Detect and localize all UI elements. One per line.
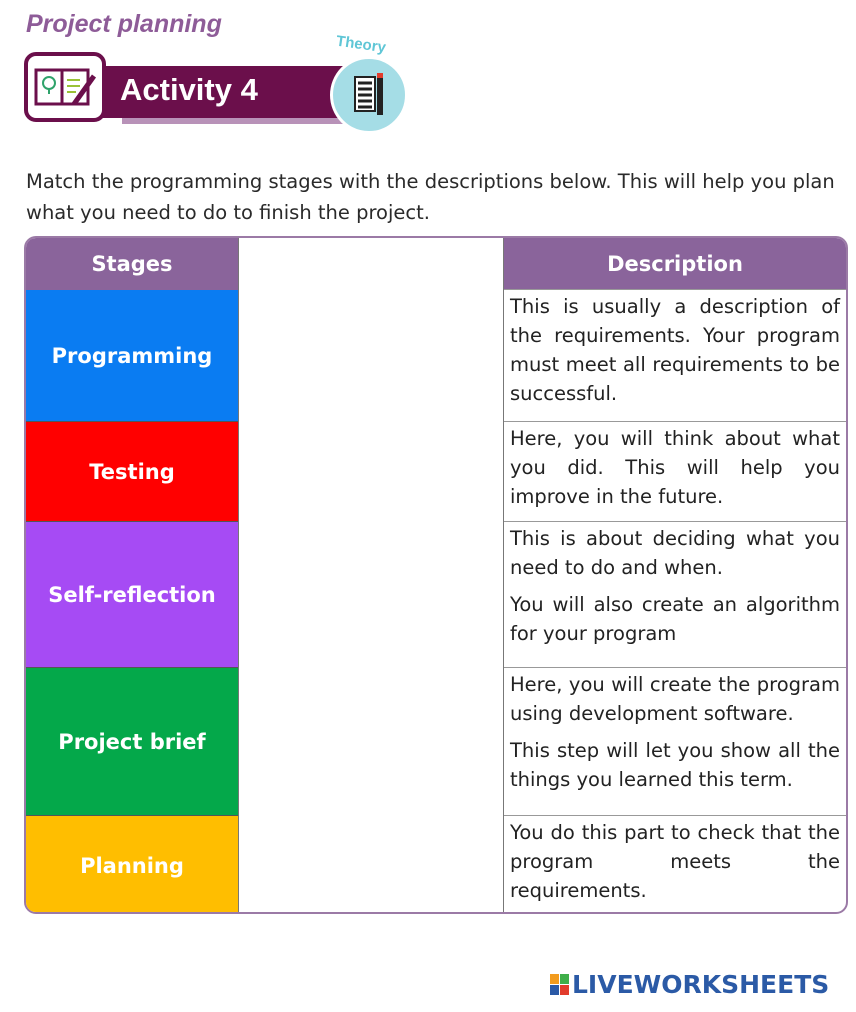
description-3[interactable] [504, 522, 846, 668]
description-2-text: Here, you will think about what you did. This will help you improve in the future. [510, 427, 840, 508]
description-4-text: Here, you will create the program using development software. [510, 673, 840, 725]
description-3-text: This is about deciding what you need to do and when. [510, 527, 840, 579]
description-4-text-2: This step will let you show all the things you learned this term. [510, 739, 840, 791]
description-1[interactable] [504, 290, 846, 422]
activity-banner [24, 32, 414, 130]
description-3-text-2: You will also create an algorithm for your program [510, 593, 840, 645]
section-title: Project planning [26, 10, 222, 38]
theory-label: Theory [335, 32, 387, 57]
description-5-text: You do this part to check that the program meets the requirements. [510, 821, 840, 902]
stage-testing[interactable]: Testing [26, 422, 238, 522]
stage-project-brief[interactable]: Project brief [26, 668, 238, 816]
activity-label: Activity 4 [120, 72, 258, 107]
matching-table [24, 236, 848, 914]
theory-badge-icon [330, 56, 408, 134]
stage-self-reflection[interactable]: Self-reflection [26, 522, 238, 668]
stage-programming[interactable]: Programming [26, 290, 238, 422]
description-1-text: This is usually a description of the requirements. Your program must meet all requirements to be successful. [510, 295, 840, 405]
stages-header: Stages [26, 238, 238, 290]
description-4[interactable] [504, 668, 846, 816]
description-5[interactable] [504, 816, 846, 914]
description-2[interactable] [504, 422, 846, 522]
liveworksheets-logo-text: LIVEWORKSHEETS [572, 970, 830, 999]
description-header: Description [504, 238, 846, 290]
stage-planning[interactable]: Planning [26, 816, 238, 914]
liveworksheets-logo[interactable] [550, 970, 829, 999]
answer-column[interactable] [238, 238, 504, 912]
notebook-icon [24, 52, 106, 122]
instructions-text: Match the programming stages with the descriptions below. This will help you plan what you need to do to finish the project. [26, 170, 835, 224]
liveworksheets-logo-icon [550, 974, 569, 995]
